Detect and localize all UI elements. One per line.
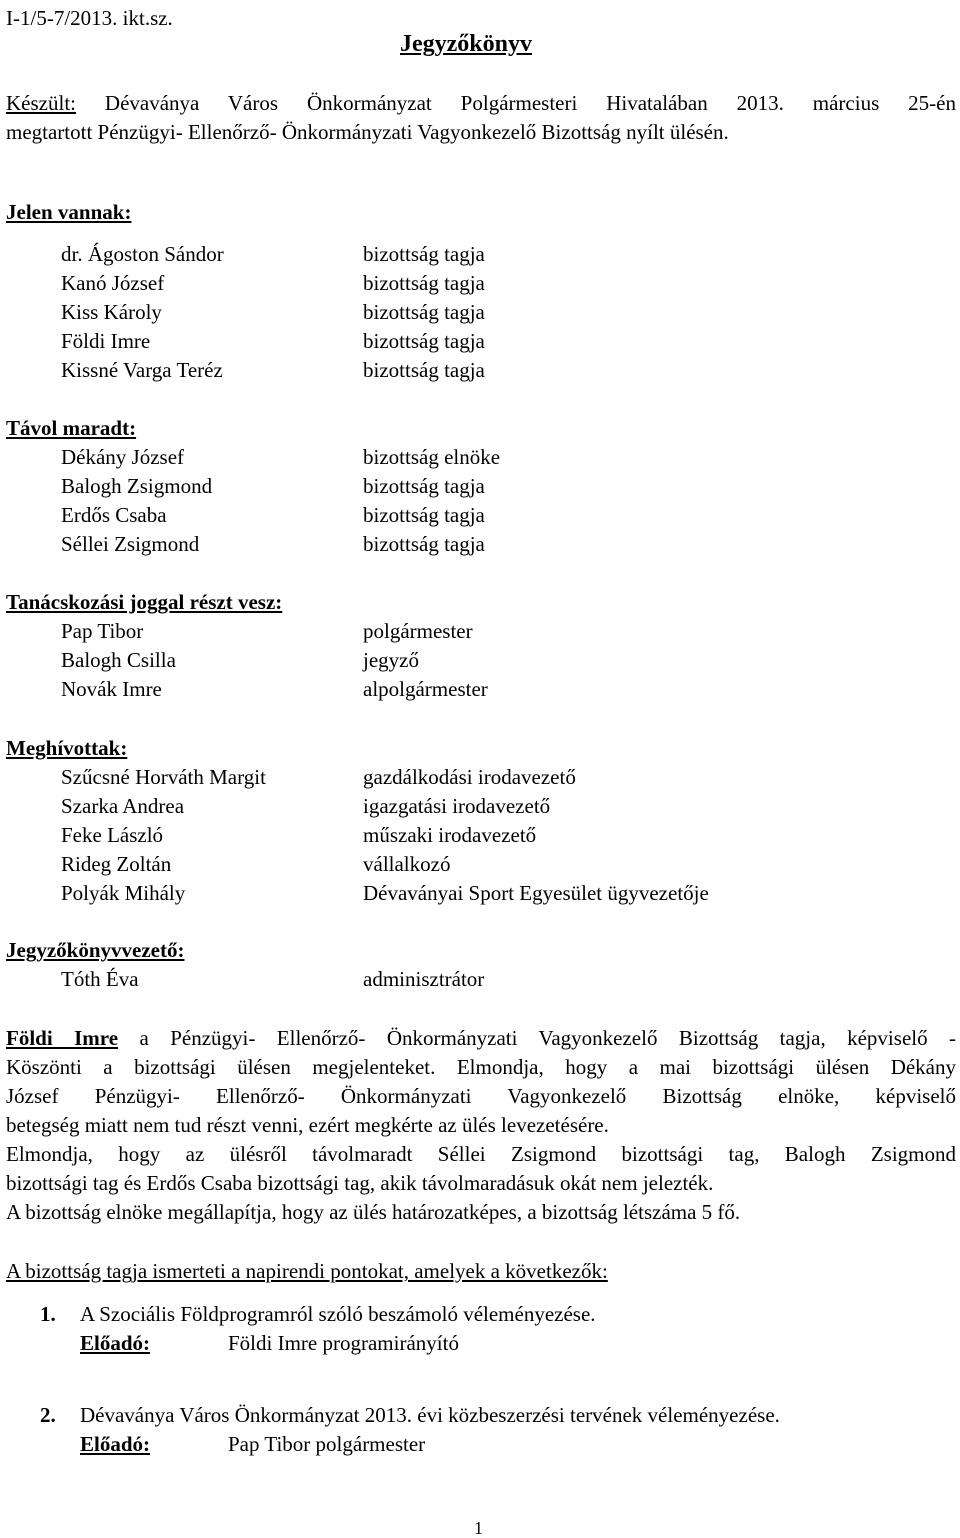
presenter-label: Előadó: bbox=[80, 1432, 151, 1456]
present-name: Földi Imre bbox=[61, 329, 151, 353]
prepared-text-1: Dévaványa Város Önkormányzat Polgármesteri Hivatalában 2013. március 25-én bbox=[104, 91, 956, 115]
body-line-3: József Pénzügyi- Ellenőrző- Önkormányzati Vagyonkezelő Bizottság elnöke, képviselő bbox=[6, 1084, 956, 1108]
agenda-item-number: 2. bbox=[40, 1403, 56, 1427]
invited-name: Polyák Mihály bbox=[61, 881, 186, 905]
speaker-name: Földi Imre bbox=[6, 1026, 119, 1050]
present-role: bizottság tagja bbox=[363, 271, 485, 295]
body-line-4: betegség miatt nem tud részt venni, ezért megkérte az ülés levezetésére. bbox=[6, 1113, 609, 1137]
invited-name: Rideg Zoltán bbox=[61, 852, 172, 876]
agenda-item-text: A Szociális Földprogramról szóló beszámoló véleményezése. bbox=[80, 1302, 596, 1326]
present-label: Jelen vannak: bbox=[6, 200, 132, 224]
present-name: Kiss Károly bbox=[61, 300, 162, 324]
present-name: Kanó József bbox=[61, 271, 165, 295]
absent-role: bizottság tagja bbox=[363, 503, 485, 527]
absent-name: Dékány József bbox=[61, 445, 185, 469]
absent-name: Séllei Zsigmond bbox=[61, 532, 200, 556]
presenter-name: Földi Imre programirányító bbox=[228, 1331, 459, 1355]
prepared-line-1 bbox=[6, 89, 956, 118]
agenda-intro: A bizottság tagja ismerteti a napirendi pontokat, amelyek a következők: bbox=[6, 1259, 608, 1283]
reference-number: I-1/5-7/2013. ikt.sz. bbox=[6, 6, 173, 30]
advisory-role: jegyző bbox=[363, 648, 419, 672]
page-number: 1 bbox=[474, 1518, 483, 1538]
present-role: bizottság tagja bbox=[363, 300, 485, 324]
invited-role: Dévaványai Sport Egyesület ügyvezetője bbox=[363, 881, 709, 905]
present-role: bizottság tagja bbox=[363, 358, 485, 382]
presenter-name: Pap Tibor polgármester bbox=[228, 1432, 426, 1456]
absent-name: Balogh Zsigmond bbox=[61, 474, 213, 498]
absent-role: bizottság tagja bbox=[363, 474, 485, 498]
invited-role: igazgatási irodavezető bbox=[363, 794, 551, 818]
absent-label: Távol maradt: bbox=[6, 416, 137, 440]
present-role: bizottság tagja bbox=[363, 329, 485, 353]
agenda-item-text: Dévaványa Város Önkormányzat 2013. évi közbeszerzési tervének véleményezése. bbox=[80, 1403, 780, 1427]
absent-name: Erdős Csaba bbox=[61, 503, 167, 527]
body-line-6: bizottsági tag és Erdős Csaba bizottsági tag, akik távolmaradásuk okát nem jelezték. bbox=[6, 1171, 714, 1195]
invited-role: műszaki irodavezető bbox=[363, 823, 537, 847]
advisory-role: polgármester bbox=[363, 619, 473, 643]
invited-label: Meghívottak: bbox=[6, 736, 128, 760]
present-name: Kissné Varga Teréz bbox=[61, 358, 223, 382]
advisory-role: alpolgármester bbox=[363, 677, 488, 701]
body-line-7: A bizottság elnöke megállapítja, hogy az ülés határozatképes, a bizottság létszáma 5 fő. bbox=[6, 1200, 741, 1224]
presenter-label: Előadó: bbox=[80, 1331, 151, 1355]
advisory-label: Tanácskozási joggal részt vesz: bbox=[6, 590, 283, 614]
agenda-item-number: 1. bbox=[40, 1302, 56, 1326]
advisory-name: Novák Imre bbox=[61, 677, 162, 701]
advisory-name: Balogh Csilla bbox=[61, 648, 176, 672]
page-title: Jegyzőkönyv bbox=[400, 31, 532, 57]
body-line-1-rest: a Pénzügyi- Ellenőrző- Önkormányzati Vagyonkezelő Bizottság tagja, képviselő - bbox=[139, 1026, 957, 1050]
recorder-role: adminisztrátor bbox=[363, 967, 485, 991]
recorder-label: Jegyzőkönyvvezető: bbox=[6, 938, 185, 962]
advisory-name: Pap Tibor bbox=[61, 619, 144, 643]
prepared-line-2: megtartott Pénzügyi- Ellenőrző- Önkormányzati Vagyonkezelő Bizottság nyílt ülésén. bbox=[6, 120, 729, 144]
invited-name: Szűcsné Horváth Margit bbox=[61, 765, 266, 789]
invited-role: gazdálkodási irodavezető bbox=[363, 765, 576, 789]
prepared-label: Készült: bbox=[6, 91, 76, 115]
absent-role: bizottság elnöke bbox=[363, 445, 501, 469]
recorder-name: Tóth Éva bbox=[61, 967, 139, 991]
present-role: bizottság tagja bbox=[363, 242, 485, 266]
body-line-2: Köszönti a bizottsági ülésen megjelenteket. Elmondja, hogy a mai bizottsági ülésen Dékány bbox=[6, 1055, 956, 1079]
body-line-1 bbox=[6, 1024, 956, 1053]
invited-name: Feke László bbox=[61, 823, 164, 847]
invited-role: vállalkozó bbox=[363, 852, 451, 876]
invited-name: Szarka Andrea bbox=[61, 794, 185, 818]
absent-role: bizottság tagja bbox=[363, 532, 485, 556]
body-line-5: Elmondja, hogy az ülésről távolmaradt Séllei Zsigmond bizottsági tag, Balogh Zsigmond bbox=[6, 1142, 956, 1166]
present-name: dr. Ágoston Sándor bbox=[61, 242, 224, 266]
